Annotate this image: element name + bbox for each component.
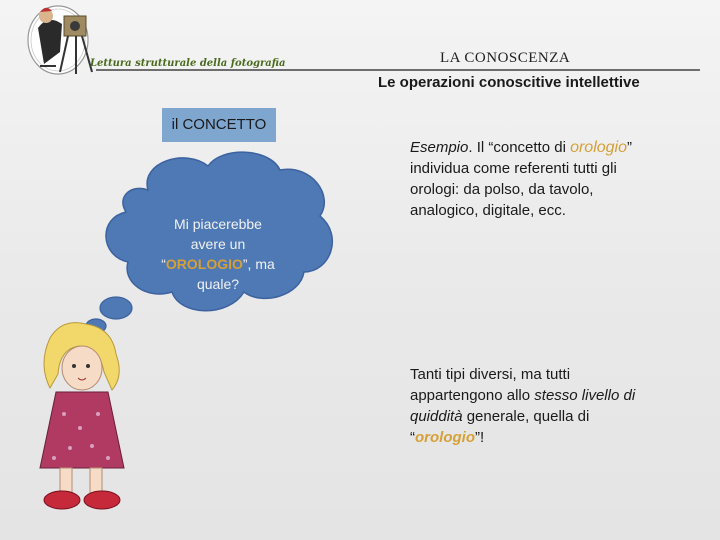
example-paragraph xyxy=(410,137,650,221)
header-subtitle: Lettura strutturale della fotografia xyxy=(90,58,286,69)
example-text-2: ” individua come referenti tutti gli orologi: da polso, da tavolo, analogico, digitale, ecc. xyxy=(410,139,633,219)
thought-highlight: OROLOGIO xyxy=(165,256,243,272)
thought-line-4: quale? xyxy=(196,276,240,292)
conclusion-text-1: Tanti tipi diversi, ma tutti appartengono allo xyxy=(410,366,571,404)
thought-line-1: Mi piacerebbe xyxy=(174,216,262,232)
thought-line-2: avere un xyxy=(190,236,246,252)
example-lead: Esempio xyxy=(410,139,469,156)
concept-box: il CONCETTO xyxy=(162,108,276,142)
conclusion-highlight-word: orologio xyxy=(415,429,475,446)
conclusion-italic: stesso livello di quiddità xyxy=(410,387,636,425)
conclusion-paragraph xyxy=(410,364,650,448)
girl-illustration xyxy=(20,318,140,518)
conclusion-text-2: generale, quella di “ xyxy=(410,408,590,446)
thought-text xyxy=(140,214,296,294)
header-title: LA CONOSCENZA xyxy=(440,50,571,66)
example-text-1: . Il “concetto di xyxy=(468,139,566,156)
conclusion-text-3: ”! xyxy=(475,429,485,446)
example-highlight-word: orologio xyxy=(570,139,628,156)
thought-quote-open: “ xyxy=(161,256,166,272)
operations-heading: Le operazioni conoscitive intellettive xyxy=(378,74,640,91)
thought-quote-close: ”, ma xyxy=(242,256,275,272)
